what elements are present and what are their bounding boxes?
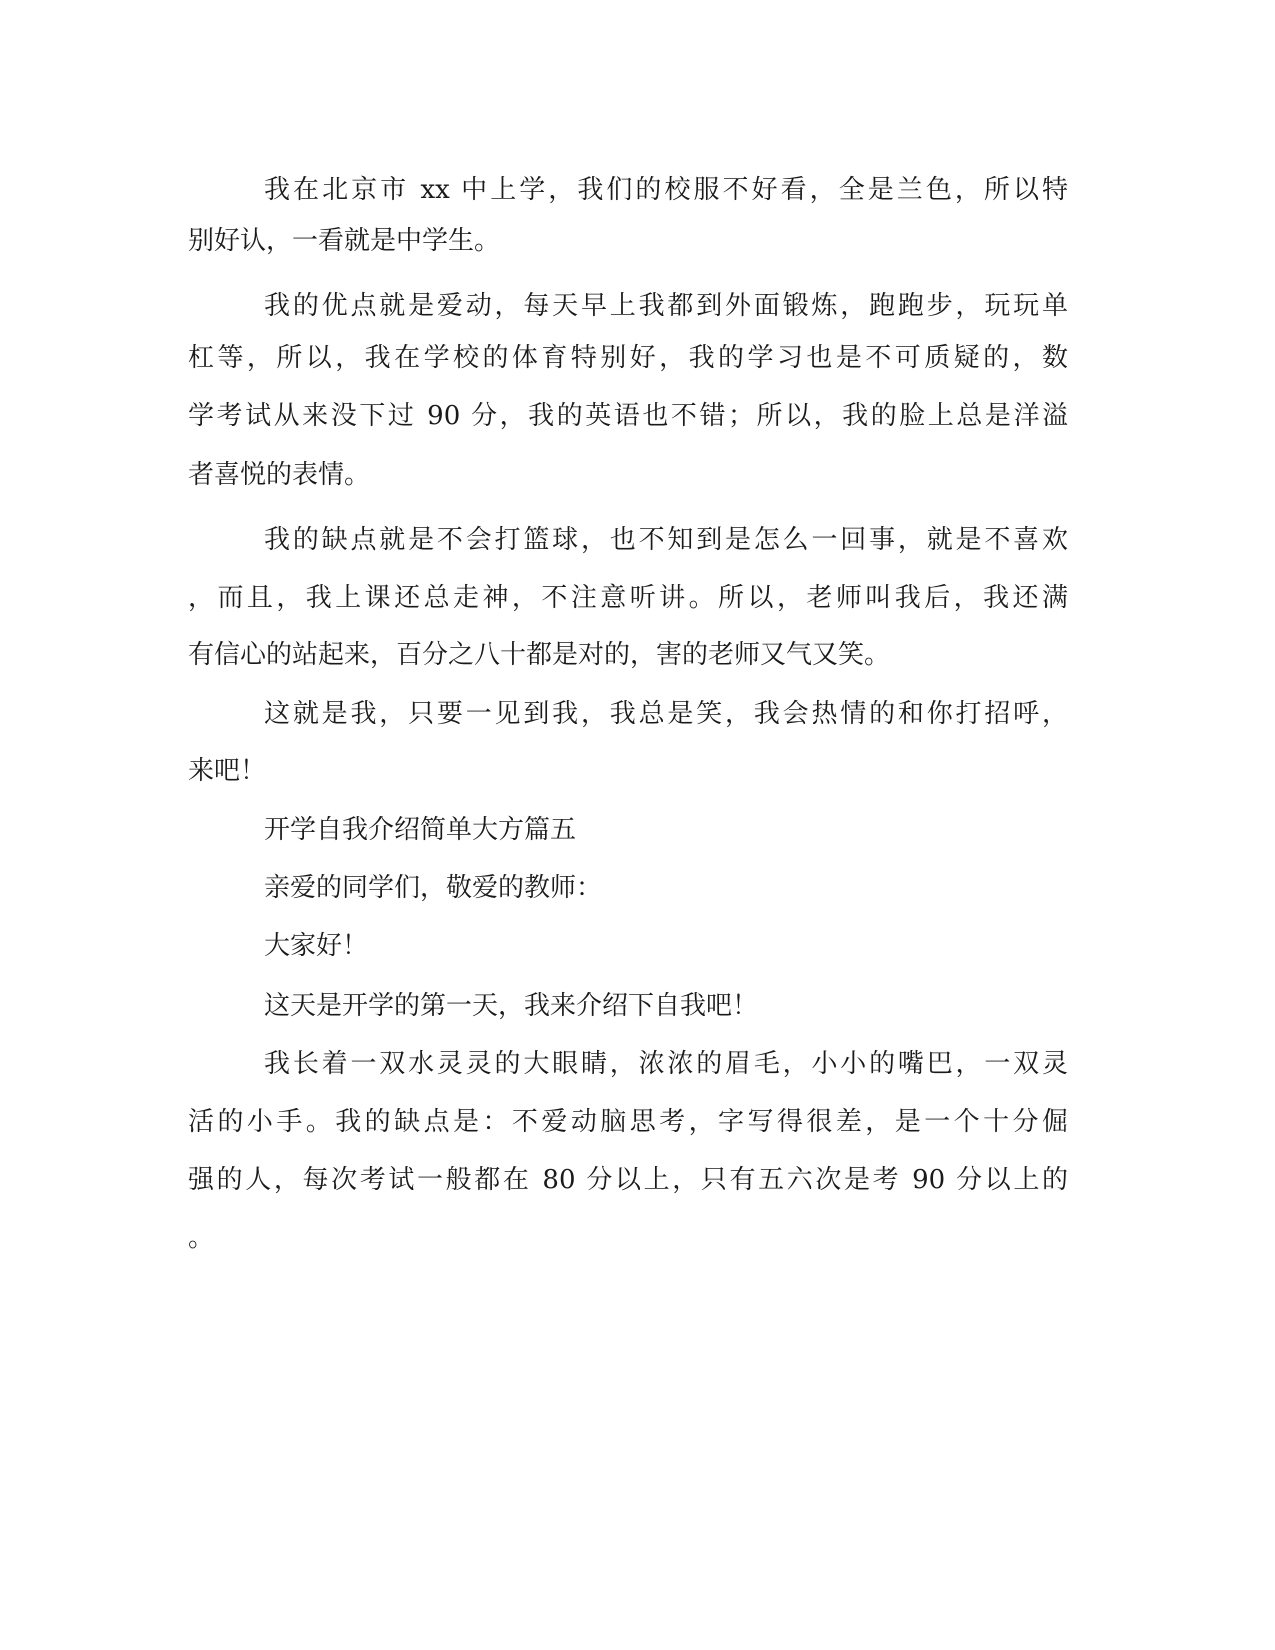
paragraph-2-line-1: 我的优点就是爱动，每天早上我都到外面锻炼，跑跑步，玩玩单 xyxy=(264,291,1068,321)
salutation: 亲爱的同学们，敬爱的教师： xyxy=(264,873,603,903)
intro-line: 这天是开学的第一天，我来介绍下自我吧！ xyxy=(264,991,759,1021)
paragraph-4-line-1: 这就是我，只要一见到我，我总是笑，我会热情的和你打招呼， xyxy=(264,699,1068,729)
paragraph-5-line-1: 我长着一双水灵灵的大眼睛，浓浓的眉毛，小小的嘴巴，一双灵 xyxy=(264,1049,1068,1079)
paragraph-3-line-2: ，而且，我上课还总走神，不注意听讲。所以，老师叫我后，我还满 xyxy=(188,583,1068,613)
paragraph-2-line-4: 者喜悦的表情。 xyxy=(188,460,371,490)
paragraph-4-line-2: 来吧！ xyxy=(188,756,267,786)
greeting: 大家好！ xyxy=(264,931,369,961)
paragraph-5-line-3: 强的人，每次考试一般都在 80 分以上，只有五六次是考 90 分以上的 xyxy=(188,1165,1068,1195)
paragraph-3-line-3: 有信心的站起来，百分之八十都是对的，害的老师又气又笑。 xyxy=(188,640,891,670)
paragraph-3-line-1: 我的缺点就是不会打篮球，也不知到是怎么一回事，就是不喜欢 xyxy=(264,525,1068,555)
paragraph-1-line-2: 别好认，一看就是中学生。 xyxy=(188,226,501,256)
paragraph-5-line-2: 活的小手。我的缺点是：不爱动脑思考，字写得很差，是一个十分倔 xyxy=(188,1107,1068,1137)
paragraph-2-line-3: 学考试从来没下过 90 分，我的英语也不错；所以，我的脸上总是洋溢 xyxy=(188,401,1068,431)
paragraph-1-line-1: 我在北京市 xx 中上学，我们的校服不好看，全是兰色，所以特 xyxy=(264,175,1068,205)
section-heading: 开学自我介绍简单大方篇五 xyxy=(264,815,577,845)
paragraph-2-line-2: 杠等，所以，我在学校的体育特别好，我的学习也是不可质疑的，数 xyxy=(188,343,1068,373)
paragraph-5-line-4: 。 xyxy=(188,1223,215,1253)
